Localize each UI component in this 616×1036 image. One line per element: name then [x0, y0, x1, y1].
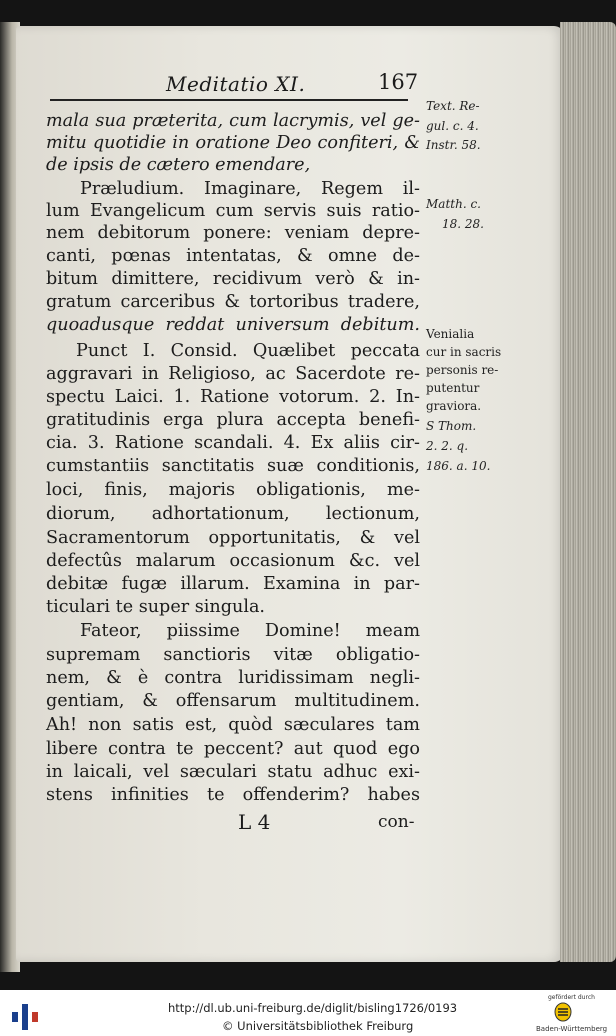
funder-name: Baden-Württemberg: [536, 1025, 608, 1033]
margin-note: Instr. 58.: [426, 138, 481, 152]
permalink-link[interactable]: http://dl.ub.uni-freiburg.de/diglit/bisling1726/0193: [168, 1001, 458, 1015]
copyright-text: © Universitätsbibliothek Freiburg: [222, 1019, 414, 1033]
margin-note: personis re-: [426, 363, 499, 377]
text-line: mitu quotidie in oratione Deo confiteri, &: [46, 133, 420, 153]
text-line: defectûs malarum occasionum &c. vel: [46, 551, 420, 571]
text-line: aggravari in Religioso, ac Sacerdote re-: [46, 364, 420, 384]
margin-note: putentur: [426, 381, 480, 395]
text-line: in laicali, vel sæculari statu adhuc exi-: [46, 762, 420, 782]
text-line: mala sua præterita, cum lacrymis, vel ge-: [46, 111, 420, 131]
margin-note: gul. c. 4.: [426, 119, 479, 133]
book-fore-edge: [560, 22, 616, 962]
catchword: con-: [378, 812, 415, 832]
text-line: spectu Laici. 1. Ratione votorum. 2. In-: [46, 387, 420, 407]
margin-note: graviora.: [426, 399, 482, 413]
text-line: cumstantiis sanctitatis suæ conditionis,: [46, 456, 420, 476]
text-line: de ipsis de cætero emendare,: [46, 155, 311, 175]
text-line: gentiam, & offensarum multitudinem.: [46, 691, 420, 711]
margin-note: 18. 28.: [442, 217, 484, 231]
text-line: quoadusque reddat universum debitum.: [46, 315, 420, 335]
margin-note: Text. Re-: [426, 99, 480, 113]
running-head: Meditatio XI.: [166, 72, 306, 96]
margin-note: Matth. c.: [426, 197, 481, 211]
text-line: Ah! non satis est, quòd sæculares tam: [46, 715, 420, 735]
text-line: loci, finis, majoris obligationis, me-: [46, 480, 420, 500]
text-line: supremam sanctioris vitæ obligatio-: [46, 645, 420, 665]
header-rule: [50, 99, 408, 101]
text-line: gratitudinis erga plura accepta benefi-: [46, 410, 420, 430]
signature-mark: L 4: [238, 810, 271, 834]
margin-note: S Thom.: [426, 419, 477, 433]
margin-note: 2. 2. q.: [426, 439, 469, 453]
text-line: debitæ fugæ illarum. Examina in par-: [46, 574, 420, 594]
text-line: Sacramentorum opportunitatis, & vel: [46, 528, 420, 548]
university-logo-icon: [10, 1000, 40, 1032]
text-line: gratum carceribus & tortoribus tradere,: [46, 292, 420, 312]
text-line: libere contra te peccent? aut quod ego: [46, 739, 420, 759]
margin-note: 186. a. 10.: [426, 459, 491, 473]
text-line: cia. 3. Ratione scandali. 4. Ex aliis cir-: [46, 433, 420, 453]
text-line: bitum dimittere, recidivum verò & in-: [46, 269, 420, 289]
text-line: ticulari te super singula.: [46, 597, 266, 617]
text-line: stens infinities te offenderim? habes: [46, 785, 420, 805]
text-line: canti, pœnas intentatas, & omne de-: [46, 246, 420, 266]
text-line: Præludium. Imaginare, Regem il-: [80, 179, 420, 199]
text-line: Punct I. Consid. Quælibet peccata: [76, 341, 420, 361]
text-line: lum Evangelicum cum servis suis ratio-: [46, 201, 420, 221]
coat-of-arms-icon: [553, 1002, 573, 1022]
margin-note: Venialia: [426, 327, 475, 341]
text-line: nem, & è contra luridissimam negli-: [46, 668, 420, 688]
page-number: 167: [378, 70, 419, 94]
margin-note: cur in sacris: [426, 345, 502, 359]
text-line: nem debitorum ponere: veniam depre-: [46, 223, 420, 243]
text-line: Fateor, piissime Domine! meam: [80, 621, 420, 641]
text-line: diorum, adhortationum, lectionum,: [46, 504, 420, 524]
funder-label: gefördert durch: [548, 994, 595, 1001]
